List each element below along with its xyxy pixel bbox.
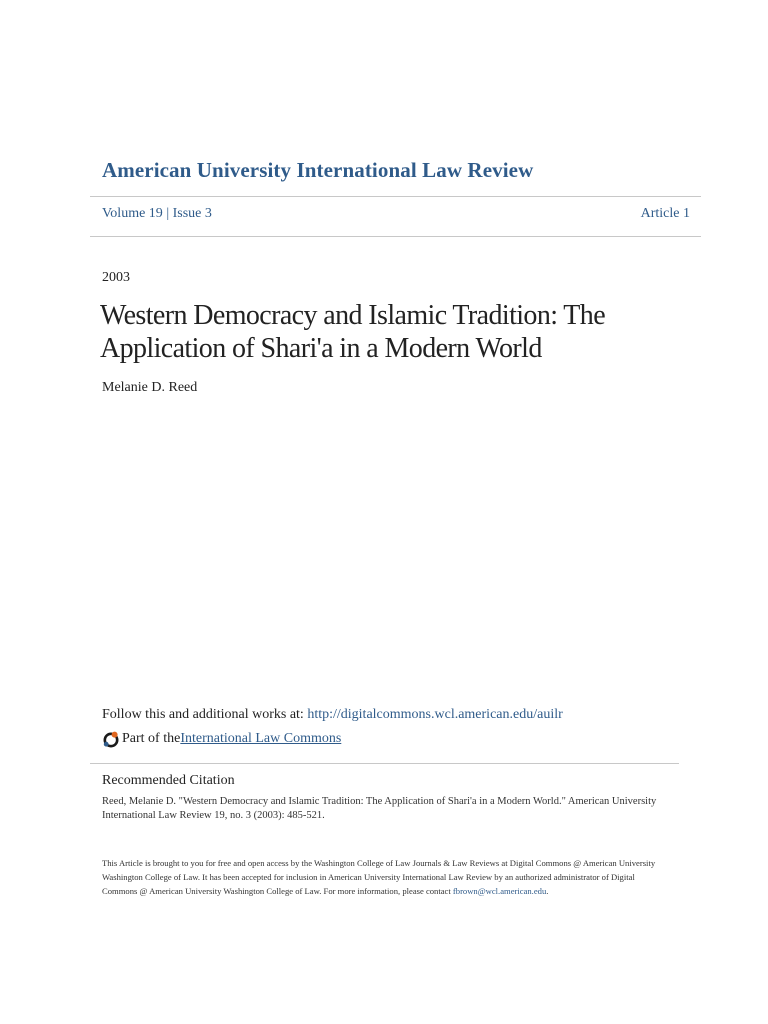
access-notice-suffix: .: [546, 886, 549, 896]
follow-line: [102, 707, 563, 723]
follow-prefix: Follow this and additional works at:: [102, 707, 308, 722]
part-of-prefix: Part of the: [122, 731, 181, 746]
divider-citation: [90, 763, 679, 764]
volume-issue: [102, 206, 212, 222]
volume-issue-separator: |: [166, 206, 170, 221]
divider-top: [90, 196, 701, 197]
recommended-citation-heading: Recommended Citation: [102, 773, 235, 788]
journal-title[interactable]: American University International Law Review: [102, 158, 534, 182]
digital-commons-network-icon: [102, 730, 120, 748]
access-notice: [102, 856, 672, 898]
international-law-commons-link[interactable]: International Law Commons: [180, 731, 342, 746]
access-notice-text: This Article is brought to you for free and open access by the Washington College of Law Journals & Law Reviews at Digital Commons @ American University Washington College of Law. It has been accepted for inclusion in American University International Law Review by an authorized administrator of Digital Commons @ American University Washington College of Law. For more information, please contact: [102, 858, 656, 896]
publication-year: 2003: [102, 270, 130, 285]
issue-link[interactable]: Issue 3: [172, 206, 212, 221]
part-of-line: [102, 730, 341, 748]
volume-link[interactable]: Volume 19: [102, 206, 163, 221]
article-number-link[interactable]: Article 1: [640, 206, 690, 221]
divider-bottom: [90, 236, 701, 237]
repository-url-link[interactable]: http://digitalcommons.wcl.american.edu/auilr: [307, 707, 563, 722]
contact-email-link[interactable]: fbrown@wcl.american.edu: [452, 886, 547, 896]
recommended-citation-text: Reed, Melanie D. "Western Democracy and Islamic Tradition: The Application of Shari'a in a Modern World." American University International Law Review 19, no. 3 (2003): 485-521.: [102, 796, 657, 821]
author-name: Melanie D. Reed: [102, 380, 198, 395]
article-title: Western Democracy and Islamic Tradition: The Application of Shari'a in a Modern World: [100, 300, 606, 364]
